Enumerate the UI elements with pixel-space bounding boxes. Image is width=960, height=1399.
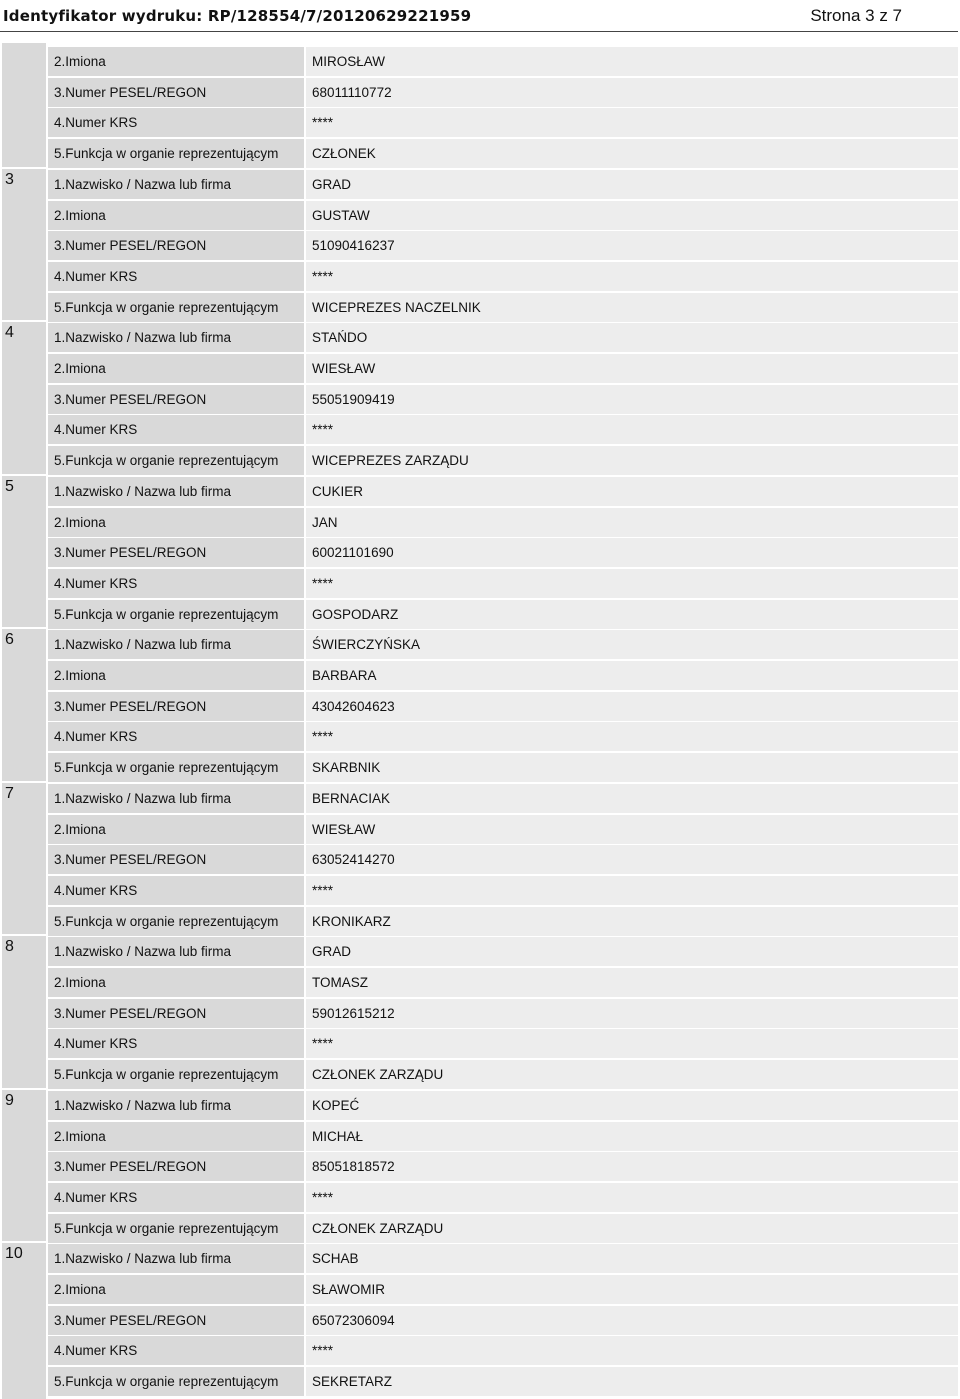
- member-index: 5: [5, 477, 14, 495]
- field-label: 1.Nazwisko / Nazwa lub firma: [48, 784, 304, 813]
- field-label: 5.Funkcja w organie reprezentującym: [48, 907, 304, 936]
- field-value: CUKIER: [306, 477, 958, 506]
- field-label: 3.Numer PESEL/REGON: [48, 692, 304, 721]
- page-number: Strona 3 z 7: [810, 6, 902, 25]
- field-value: CZŁONEK: [306, 139, 958, 168]
- pesel-row: [48, 1152, 958, 1181]
- document-id: Identyfikator wydruku: RP/128554/7/20120629221959: [3, 7, 472, 25]
- name-row: [48, 784, 958, 813]
- member-index: 9: [5, 1091, 14, 1109]
- name-row: [48, 630, 958, 659]
- section-divider: [2, 934, 46, 936]
- pesel-row: [48, 538, 958, 567]
- name-row: [48, 937, 958, 966]
- name-row: [48, 323, 958, 352]
- field-label: 1.Nazwisko / Nazwa lub firma: [48, 630, 304, 659]
- field-label: 3.Numer PESEL/REGON: [48, 231, 304, 260]
- field-label: 4.Numer KRS: [48, 569, 304, 598]
- first-names-row: [48, 661, 958, 690]
- name-row: [48, 1091, 958, 1120]
- section-divider: [2, 781, 46, 783]
- field-label: 5.Funkcja w organie reprezentującym: [48, 1060, 304, 1089]
- field-value: 63052414270: [306, 845, 958, 874]
- field-value: SEKRETARZ: [306, 1367, 958, 1396]
- field-value: SKARBNIK: [306, 753, 958, 782]
- field-value: GUSTAW: [306, 201, 958, 230]
- field-label: 5.Funkcja w organie reprezentującym: [48, 1367, 304, 1396]
- field-label: 2.Imiona: [48, 201, 304, 230]
- field-label: 2.Imiona: [48, 47, 304, 76]
- field-label: 5.Funkcja w organie reprezentującym: [48, 753, 304, 782]
- field-value: ****: [306, 108, 958, 137]
- field-value: KRONIKARZ: [306, 907, 958, 936]
- field-label: 2.Imiona: [48, 354, 304, 383]
- field-value: SCHAB: [306, 1244, 958, 1273]
- krs-row: [48, 569, 958, 598]
- field-value: 51090416237: [306, 231, 958, 260]
- field-label: 4.Numer KRS: [48, 722, 304, 751]
- field-label: 4.Numer KRS: [48, 876, 304, 905]
- field-value: CZŁONEK ZARZĄDU: [306, 1060, 958, 1089]
- first-names-row: [48, 1275, 958, 1304]
- member-index: 10: [5, 1245, 23, 1263]
- krs-row: [48, 262, 958, 291]
- function-row: [48, 600, 958, 629]
- field-value: ****: [306, 722, 958, 751]
- field-label: 4.Numer KRS: [48, 1183, 304, 1212]
- function-row: [48, 139, 958, 168]
- name-row: [48, 170, 958, 199]
- first-names-row: [48, 47, 958, 76]
- field-label: 5.Funkcja w organie reprezentującym: [48, 293, 304, 322]
- krs-row: [48, 1029, 958, 1058]
- field-value: ****: [306, 876, 958, 905]
- field-value: 85051818572: [306, 1152, 958, 1181]
- function-row: [48, 907, 958, 936]
- section-divider: [2, 1088, 46, 1090]
- function-row: [48, 1214, 958, 1243]
- field-value: KOPEĆ: [306, 1091, 958, 1120]
- field-value: MICHAŁ: [306, 1122, 958, 1151]
- field-value: ****: [306, 1183, 958, 1212]
- field-label: 4.Numer KRS: [48, 262, 304, 291]
- field-value: SŁAWOMIR: [306, 1275, 958, 1304]
- member-index: 4: [5, 324, 14, 342]
- field-value: 55051909419: [306, 385, 958, 414]
- field-value: 59012615212: [306, 999, 958, 1028]
- first-names-row: [48, 815, 958, 844]
- function-row: [48, 1060, 958, 1089]
- first-names-row: [48, 968, 958, 997]
- name-row: [48, 477, 958, 506]
- field-label: 3.Numer PESEL/REGON: [48, 78, 304, 107]
- krs-row: [48, 415, 958, 444]
- member-index: 3: [5, 170, 14, 188]
- krs-row: [48, 108, 958, 137]
- function-row: [48, 753, 958, 782]
- section-divider: [2, 167, 46, 169]
- field-value: JAN: [306, 508, 958, 537]
- krs-row: [48, 1336, 958, 1365]
- field-value: CZŁONEK ZARZĄDU: [306, 1214, 958, 1243]
- field-value: WIESŁAW: [306, 815, 958, 844]
- field-value: WICEPREZES ZARZĄDU: [306, 446, 958, 475]
- field-label: 2.Imiona: [48, 815, 304, 844]
- field-value: 65072306094: [306, 1306, 958, 1335]
- field-label: 2.Imiona: [48, 1275, 304, 1304]
- krs-row: [48, 722, 958, 751]
- field-value: BERNACIAK: [306, 784, 958, 813]
- field-label: 4.Numer KRS: [48, 415, 304, 444]
- name-row: [48, 1244, 958, 1273]
- field-label: 2.Imiona: [48, 1122, 304, 1151]
- pesel-row: [48, 845, 958, 874]
- first-names-row: [48, 201, 958, 230]
- field-label: 3.Numer PESEL/REGON: [48, 538, 304, 567]
- field-label: 5.Funkcja w organie reprezentującym: [48, 446, 304, 475]
- field-value: ****: [306, 1336, 958, 1365]
- section-divider: [2, 474, 46, 476]
- field-value: ****: [306, 415, 958, 444]
- field-label: 4.Numer KRS: [48, 108, 304, 137]
- field-value: BARBARA: [306, 661, 958, 690]
- field-value: GRAD: [306, 170, 958, 199]
- field-value: 60021101690: [306, 538, 958, 567]
- pesel-row: [48, 231, 958, 260]
- field-value: WICEPREZES NACZELNIK: [306, 293, 958, 322]
- pesel-row: [48, 385, 958, 414]
- field-value: ****: [306, 1029, 958, 1058]
- field-label: 3.Numer PESEL/REGON: [48, 1152, 304, 1181]
- field-label: 2.Imiona: [48, 968, 304, 997]
- krs-row: [48, 1183, 958, 1212]
- field-label: 2.Imiona: [48, 661, 304, 690]
- field-label: 1.Nazwisko / Nazwa lub firma: [48, 937, 304, 966]
- field-label: 1.Nazwisko / Nazwa lub firma: [48, 1244, 304, 1273]
- field-label: 4.Numer KRS: [48, 1336, 304, 1365]
- pesel-row: [48, 999, 958, 1028]
- section-divider: [2, 627, 46, 629]
- field-label: 3.Numer PESEL/REGON: [48, 999, 304, 1028]
- function-row: [48, 446, 958, 475]
- field-value: WIESŁAW: [306, 354, 958, 383]
- field-label: 2.Imiona: [48, 508, 304, 537]
- member-index: 8: [5, 938, 14, 956]
- field-label: 3.Numer PESEL/REGON: [48, 1306, 304, 1335]
- function-row: [48, 293, 958, 322]
- field-label: 3.Numer PESEL/REGON: [48, 845, 304, 874]
- section-divider: [2, 320, 46, 322]
- first-names-row: [48, 354, 958, 383]
- pesel-row: [48, 692, 958, 721]
- member-index: 6: [5, 631, 14, 649]
- field-label: 5.Funkcja w organie reprezentującym: [48, 600, 304, 629]
- field-label: 3.Numer PESEL/REGON: [48, 385, 304, 414]
- field-value: 68011110772: [306, 78, 958, 107]
- field-label: 1.Nazwisko / Nazwa lub firma: [48, 477, 304, 506]
- field-value: GOSPODARZ: [306, 600, 958, 629]
- section-divider: [2, 1241, 46, 1243]
- field-label: 5.Funkcja w organie reprezentującym: [48, 1214, 304, 1243]
- krs-row: [48, 876, 958, 905]
- pesel-row: [48, 1306, 958, 1335]
- member-index: 7: [5, 784, 14, 802]
- field-label: 4.Numer KRS: [48, 1029, 304, 1058]
- field-label: 1.Nazwisko / Nazwa lub firma: [48, 323, 304, 352]
- field-label: 1.Nazwisko / Nazwa lub firma: [48, 170, 304, 199]
- index-column: [2, 43, 46, 1399]
- field-value: ŚWIERCZYŃSKA: [306, 630, 958, 659]
- field-value: 43042604623: [306, 692, 958, 721]
- field-value: STAŃDO: [306, 323, 958, 352]
- field-value: ****: [306, 262, 958, 291]
- field-value: GRAD: [306, 937, 958, 966]
- field-value: TOMASZ: [306, 968, 958, 997]
- field-value: MIROSŁAW: [306, 47, 958, 76]
- pesel-row: [48, 78, 958, 107]
- first-names-row: [48, 1122, 958, 1151]
- function-row: [48, 1367, 958, 1396]
- first-names-row: [48, 508, 958, 537]
- field-label: 1.Nazwisko / Nazwa lub firma: [48, 1091, 304, 1120]
- field-value: ****: [306, 569, 958, 598]
- field-label: 5.Funkcja w organie reprezentującym: [48, 139, 304, 168]
